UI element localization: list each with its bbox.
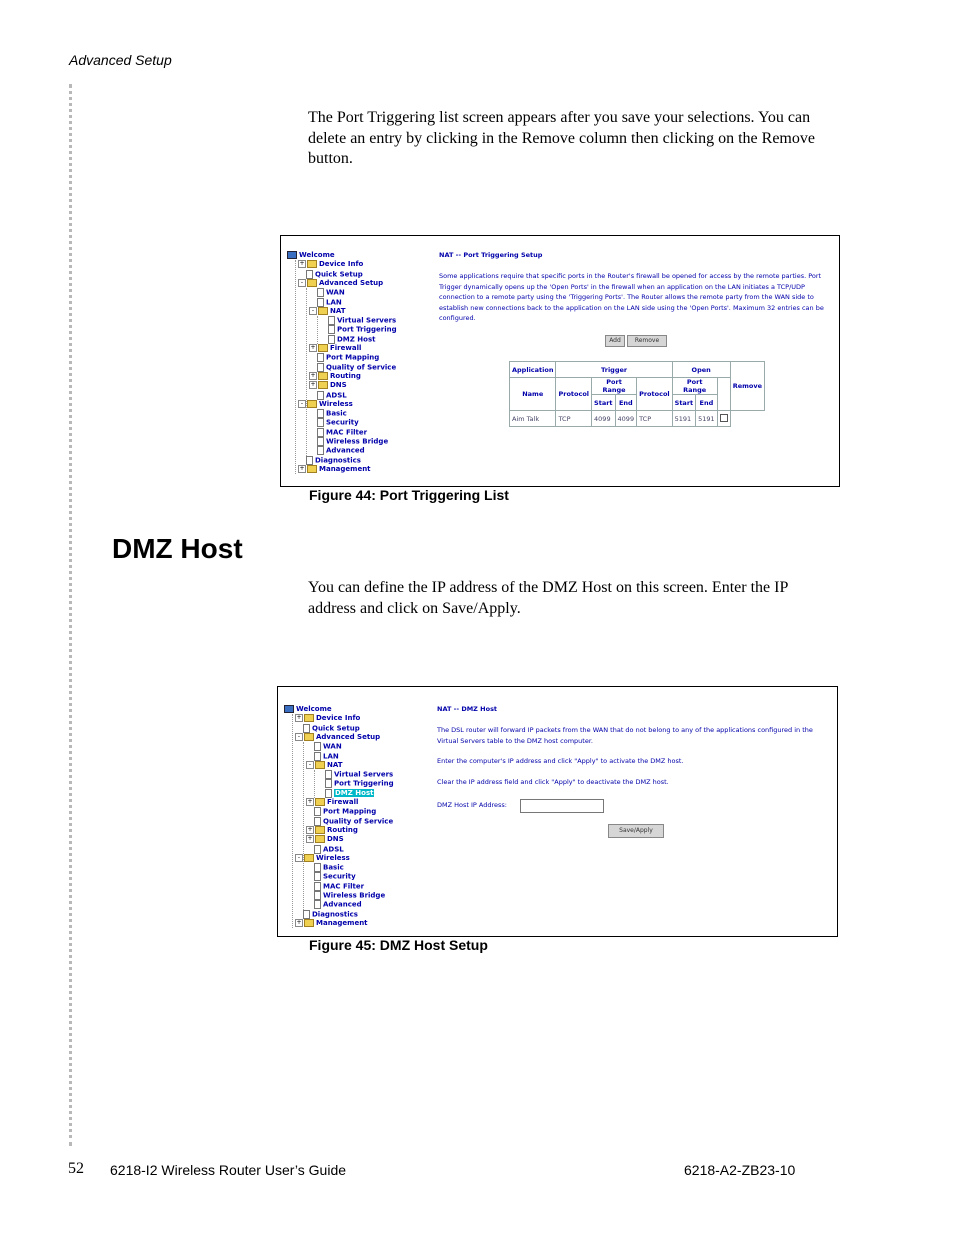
tree-item-management[interactable] bbox=[295, 919, 368, 928]
tree-item-management[interactable] bbox=[298, 465, 371, 474]
page-icon bbox=[325, 779, 332, 788]
running-header: Advanced Setup bbox=[69, 52, 172, 68]
tree-item-label: Quick Setup bbox=[315, 270, 363, 279]
expand-icon[interactable]: + bbox=[299, 464, 305, 472]
page-icon bbox=[317, 446, 324, 455]
tree-item-dns[interactable] bbox=[306, 835, 344, 844]
folder-icon bbox=[304, 854, 314, 862]
tree-item-welcome[interactable] bbox=[284, 705, 332, 714]
collapse-icon[interactable]: - bbox=[295, 733, 303, 741]
folder-icon bbox=[304, 919, 314, 927]
tree-item-label: Advanced bbox=[323, 900, 362, 909]
col-open: Open bbox=[672, 362, 730, 378]
nav-tree bbox=[284, 705, 424, 935]
tree-item-basic[interactable] bbox=[306, 863, 344, 872]
description-line: Trigger dynamically opens up the 'Open Ports' in the firewall when an application on the LAN initiates a TCP/UDP bbox=[439, 282, 805, 291]
cell-open-end: 5191 bbox=[696, 411, 718, 427]
tree-item-port-mapping[interactable] bbox=[309, 353, 379, 362]
tree-guide-line bbox=[306, 288, 307, 455]
description-line: connection to a remote party using the 'Triggering Ports'. The Router allows the remote party from the WAN side to bbox=[439, 293, 814, 301]
tree-item-diagnostics[interactable] bbox=[295, 910, 358, 919]
page-icon bbox=[314, 845, 321, 854]
tree-item-advanced[interactable] bbox=[309, 446, 365, 455]
tree-item-label: Welcome bbox=[296, 705, 332, 713]
figure44-caption: Figure 44: Port Triggering List bbox=[309, 487, 509, 503]
tree-item-label: MAC Filter bbox=[326, 428, 368, 437]
tree-item-label: LAN bbox=[326, 298, 342, 306]
tree-item-advanced-setup[interactable] bbox=[298, 279, 383, 288]
tree-item-port-mapping[interactable] bbox=[306, 807, 376, 816]
tree-item-label: Quality of Service bbox=[323, 817, 394, 826]
folder-icon bbox=[318, 372, 328, 380]
tree-item-label: Basic bbox=[323, 863, 344, 872]
folder-icon bbox=[307, 279, 317, 287]
remove-button[interactable]: Remove bbox=[627, 335, 667, 347]
tree-item-label: ADSL bbox=[323, 845, 344, 853]
folder-icon bbox=[304, 714, 314, 722]
cell-trigger-end: 4099 bbox=[615, 411, 637, 427]
folder-icon bbox=[307, 465, 317, 473]
tree-item-label: Firewall bbox=[327, 798, 359, 806]
tree-item-adsl[interactable] bbox=[306, 845, 344, 854]
tree-item-label: WAN bbox=[323, 742, 342, 751]
page-icon bbox=[325, 770, 332, 779]
tree-item-label: Management bbox=[319, 464, 371, 473]
remove-checkbox[interactable] bbox=[720, 414, 728, 422]
dmz-host-screenshot bbox=[277, 686, 838, 937]
tree-item-label: Wireless bbox=[319, 399, 353, 408]
tree-item-label: Advanced Setup bbox=[316, 732, 381, 741]
tree-item-wireless[interactable] bbox=[298, 400, 353, 409]
expand-icon[interactable]: + bbox=[307, 825, 313, 833]
description-line: Some applications require that specific ports in the Router's firewall be opened for access by the remote parties. Port bbox=[439, 272, 822, 280]
folder-icon bbox=[307, 260, 317, 268]
tree-item-virtual-servers[interactable] bbox=[320, 316, 396, 325]
tree-item-label: DMZ Host bbox=[337, 335, 376, 344]
expand-icon[interactable]: + bbox=[307, 798, 313, 805]
expand-icon[interactable]: + bbox=[296, 714, 302, 722]
page-icon bbox=[317, 298, 324, 307]
tree-item-device-info[interactable] bbox=[295, 714, 360, 723]
tree-guide-line bbox=[314, 770, 315, 798]
expand-icon[interactable]: + bbox=[307, 835, 313, 843]
description-line: configured. bbox=[439, 314, 476, 322]
col-open-start: Start bbox=[672, 395, 696, 411]
section-paragraph: You can define the IP address of the DMZ Host on this screen. Enter the IP address and click on Save/Apply. bbox=[308, 579, 788, 617]
tree-item-label: Routing bbox=[327, 825, 358, 834]
page-icon bbox=[303, 724, 310, 733]
col-trigger-end: End bbox=[615, 395, 637, 411]
tree-item-label: Port Triggering bbox=[337, 325, 397, 334]
folder-icon bbox=[304, 733, 314, 741]
col-trigger-protocol: Protocol bbox=[556, 378, 592, 411]
tree-item-virtual-servers[interactable] bbox=[317, 770, 393, 779]
tree-item-label: Wireless Bridge bbox=[323, 891, 386, 900]
collapse-icon[interactable]: - bbox=[309, 307, 317, 315]
page-icon bbox=[328, 325, 335, 334]
collapse-icon[interactable]: - bbox=[298, 279, 306, 287]
panel-description bbox=[437, 725, 832, 787]
tree-item-firewall[interactable] bbox=[309, 344, 361, 353]
tree-item-diagnostics[interactable] bbox=[298, 456, 361, 465]
tree-item-firewall[interactable] bbox=[306, 798, 358, 807]
description-line: establish new connections back to the application on the LAN side using the 'Open Ports'. Maximum 32 entries can be bbox=[439, 303, 824, 312]
tree-item-adsl[interactable] bbox=[309, 391, 347, 400]
tree-item-lan[interactable] bbox=[309, 298, 342, 307]
cell-name: Aim Talk bbox=[510, 411, 556, 427]
tree-item-mac-filter[interactable] bbox=[309, 428, 367, 437]
tree-item-label: Quality of Service bbox=[326, 363, 397, 372]
folder-icon bbox=[315, 835, 325, 843]
panel-title: NAT -- Port Triggering Setup bbox=[439, 251, 543, 259]
tree-item-mac-filter[interactable] bbox=[306, 882, 364, 891]
folder-icon bbox=[315, 826, 325, 834]
tree-item-nat[interactable] bbox=[309, 307, 346, 316]
col-trigger-start: Start bbox=[592, 395, 616, 411]
ip-address-label: DMZ Host IP Address: bbox=[437, 801, 507, 809]
tree-guide-line bbox=[303, 742, 304, 909]
page-icon bbox=[325, 789, 332, 798]
tree-item-label: Security bbox=[323, 872, 356, 881]
tree-item-label: Diagnostics bbox=[312, 910, 358, 919]
monitor-icon bbox=[287, 251, 297, 259]
page-icon bbox=[306, 270, 313, 279]
tree-item-label: Firewall bbox=[330, 344, 362, 352]
tree-item-dns[interactable] bbox=[309, 381, 347, 390]
tree-item-nat[interactable] bbox=[306, 761, 343, 770]
section-title: DMZ Host bbox=[112, 533, 243, 564]
expand-icon[interactable]: + bbox=[310, 344, 316, 351]
folder-icon bbox=[318, 381, 328, 389]
tree-item-label: Basic bbox=[326, 409, 347, 418]
col-open-end: End bbox=[696, 395, 718, 411]
tree-item-quality-of-service[interactable] bbox=[306, 817, 393, 826]
page-icon bbox=[317, 418, 324, 427]
tree-item-label: Quick Setup bbox=[312, 724, 360, 733]
collapse-icon[interactable]: - bbox=[295, 854, 303, 862]
tree-item-label: NAT bbox=[330, 306, 346, 315]
page-icon bbox=[314, 872, 321, 881]
expand-icon[interactable]: + bbox=[296, 918, 302, 926]
tree-item-basic[interactable] bbox=[309, 409, 347, 418]
page-icon bbox=[306, 456, 313, 465]
expand-icon[interactable]: + bbox=[299, 260, 305, 268]
margin-dotted-rule bbox=[69, 84, 72, 1146]
tree-item-label: Device Info bbox=[316, 714, 361, 723]
description-line: Virtual Servers table to the DMZ host computer. bbox=[437, 736, 593, 745]
tree-item-label: MAC Filter bbox=[323, 882, 365, 891]
page-icon bbox=[317, 409, 324, 418]
page-icon bbox=[328, 335, 335, 344]
tree-item-security[interactable] bbox=[309, 418, 359, 427]
page-icon bbox=[314, 863, 321, 872]
page-icon bbox=[314, 891, 321, 900]
guide-title: 6218-I2 Wireless Router User’s Guide bbox=[110, 1162, 347, 1178]
cell-open-start: 5191 bbox=[672, 411, 696, 427]
tree-item-label: DMZ Host bbox=[335, 789, 374, 798]
page-icon bbox=[314, 882, 321, 891]
folder-icon bbox=[307, 400, 317, 408]
tree-item-label: LAN bbox=[323, 752, 339, 760]
port-triggering-table bbox=[509, 361, 765, 427]
tree-item-label: Device Info bbox=[319, 260, 364, 269]
tree-item-port-triggering[interactable] bbox=[320, 325, 397, 334]
tree-guide-line bbox=[295, 260, 296, 474]
page-icon bbox=[314, 900, 321, 909]
expand-icon[interactable]: + bbox=[310, 381, 316, 389]
tree-item-dmz-host[interactable] bbox=[317, 789, 374, 798]
document-number: 6218-A2-ZB23-10 bbox=[684, 1162, 796, 1178]
tree-item-routing[interactable] bbox=[309, 372, 361, 381]
tree-item-label: Advanced Setup bbox=[319, 278, 384, 287]
tree-item-label: Port Triggering bbox=[334, 779, 394, 788]
tree-item-advanced-setup[interactable] bbox=[295, 733, 380, 742]
tree-item-dmz-host[interactable] bbox=[320, 335, 375, 344]
tree-item-label: Port Mapping bbox=[326, 353, 380, 362]
tree-item-quick-setup[interactable] bbox=[298, 270, 363, 279]
cell-trigger-start: 4099 bbox=[592, 411, 616, 427]
tree-item-label: Virtual Servers bbox=[337, 316, 397, 325]
tree-item-label: ADSL bbox=[326, 391, 347, 399]
description-line: The DSL router will forward IP packets from the WAN that do not belong to any of the applications configured in the bbox=[437, 726, 813, 734]
tree-item-wireless[interactable] bbox=[295, 854, 350, 863]
tree-item-label: Advanced bbox=[326, 446, 365, 455]
tree-guide-line bbox=[317, 316, 318, 344]
collapse-icon[interactable]: - bbox=[306, 761, 314, 769]
tree-item-wireless-bridge[interactable] bbox=[306, 891, 385, 900]
tree-item-wan[interactable] bbox=[309, 288, 345, 297]
page-icon bbox=[314, 752, 321, 761]
monitor-icon bbox=[284, 705, 294, 713]
tree-item-label: Management bbox=[316, 918, 368, 927]
tree-item-security[interactable] bbox=[306, 872, 356, 881]
page-icon bbox=[317, 353, 324, 362]
tree-item-label: DNS bbox=[330, 381, 347, 390]
dmz-ip-input[interactable] bbox=[520, 799, 604, 813]
add-button[interactable]: Add bbox=[605, 335, 625, 347]
page-icon bbox=[317, 428, 324, 437]
cell-trigger-protocol: TCP bbox=[556, 411, 592, 427]
page-icon bbox=[314, 742, 321, 751]
page-number: 52 bbox=[68, 1160, 84, 1177]
tree-item-label: Welcome bbox=[299, 251, 335, 259]
description-line: Clear the IP address field and click "Apply" to deactivate the DMZ host. bbox=[437, 777, 669, 786]
page-icon bbox=[317, 288, 324, 297]
folder-icon bbox=[315, 761, 325, 769]
col-open-port-range: Port Range bbox=[672, 378, 717, 395]
tree-item-label: Wireless bbox=[316, 853, 350, 862]
tree-item-lan[interactable] bbox=[306, 752, 339, 761]
tree-item-label: Routing bbox=[330, 371, 361, 380]
tree-item-welcome[interactable] bbox=[287, 251, 335, 260]
col-name: Name bbox=[510, 378, 556, 411]
tree-item-label: NAT bbox=[327, 760, 343, 769]
tree-item-advanced[interactable] bbox=[306, 900, 362, 909]
folder-icon bbox=[318, 344, 328, 352]
port-triggering-screenshot bbox=[280, 235, 840, 487]
tree-item-routing[interactable] bbox=[306, 826, 358, 835]
tree-item-label: Virtual Servers bbox=[334, 770, 394, 779]
folder-icon bbox=[318, 307, 328, 315]
col-open-protocol: Protocol bbox=[637, 378, 673, 411]
tree-item-device-info[interactable] bbox=[298, 260, 363, 269]
col-application: Application bbox=[510, 362, 556, 378]
save-apply-button[interactable]: Save/Apply bbox=[608, 824, 664, 838]
tree-item-label: Port Mapping bbox=[323, 807, 377, 816]
tree-item-label: Diagnostics bbox=[315, 456, 361, 465]
tree-item-label: Security bbox=[326, 418, 359, 427]
cell-open-protocol: TCP bbox=[637, 411, 673, 427]
tree-item-wireless-bridge[interactable] bbox=[309, 437, 388, 446]
page-icon bbox=[317, 391, 324, 400]
collapse-icon[interactable]: - bbox=[298, 400, 306, 408]
folder-icon bbox=[315, 798, 325, 806]
page-icon bbox=[303, 910, 310, 919]
tree-item-label: DNS bbox=[327, 835, 344, 844]
tree-item-label: WAN bbox=[326, 288, 345, 297]
col-trigger: Trigger bbox=[556, 362, 672, 378]
tree-item-quick-setup[interactable] bbox=[295, 724, 360, 733]
page-icon bbox=[314, 817, 321, 826]
panel-title: NAT -- DMZ Host bbox=[437, 705, 498, 713]
tree-item-label: Wireless Bridge bbox=[326, 437, 389, 446]
page-icon bbox=[317, 437, 324, 446]
col-trigger-port-range: Port Range bbox=[592, 378, 637, 395]
figure45-caption: Figure 45: DMZ Host Setup bbox=[309, 937, 488, 953]
panel-description bbox=[439, 271, 834, 324]
tree-guide-line bbox=[292, 714, 293, 928]
page-icon bbox=[328, 316, 335, 325]
tree-item-wan[interactable] bbox=[306, 742, 342, 751]
tree-item-port-triggering[interactable] bbox=[317, 779, 394, 788]
col-remove: Remove bbox=[730, 362, 764, 411]
nav-tree bbox=[287, 251, 427, 481]
tree-item-quality-of-service[interactable] bbox=[309, 363, 396, 372]
page-icon bbox=[314, 807, 321, 816]
page-icon bbox=[317, 363, 324, 372]
expand-icon[interactable]: + bbox=[310, 371, 316, 379]
cell-remove bbox=[717, 411, 730, 427]
intro-paragraph: The Port Triggering list screen appears after you save your selections. You can delete an entry by clicking in the Remove column then clicking on the Remove button. bbox=[308, 109, 815, 167]
description-line: Enter the computer's IP address and click "Apply" to activate the DMZ host. bbox=[437, 757, 684, 765]
table-row bbox=[510, 411, 765, 427]
